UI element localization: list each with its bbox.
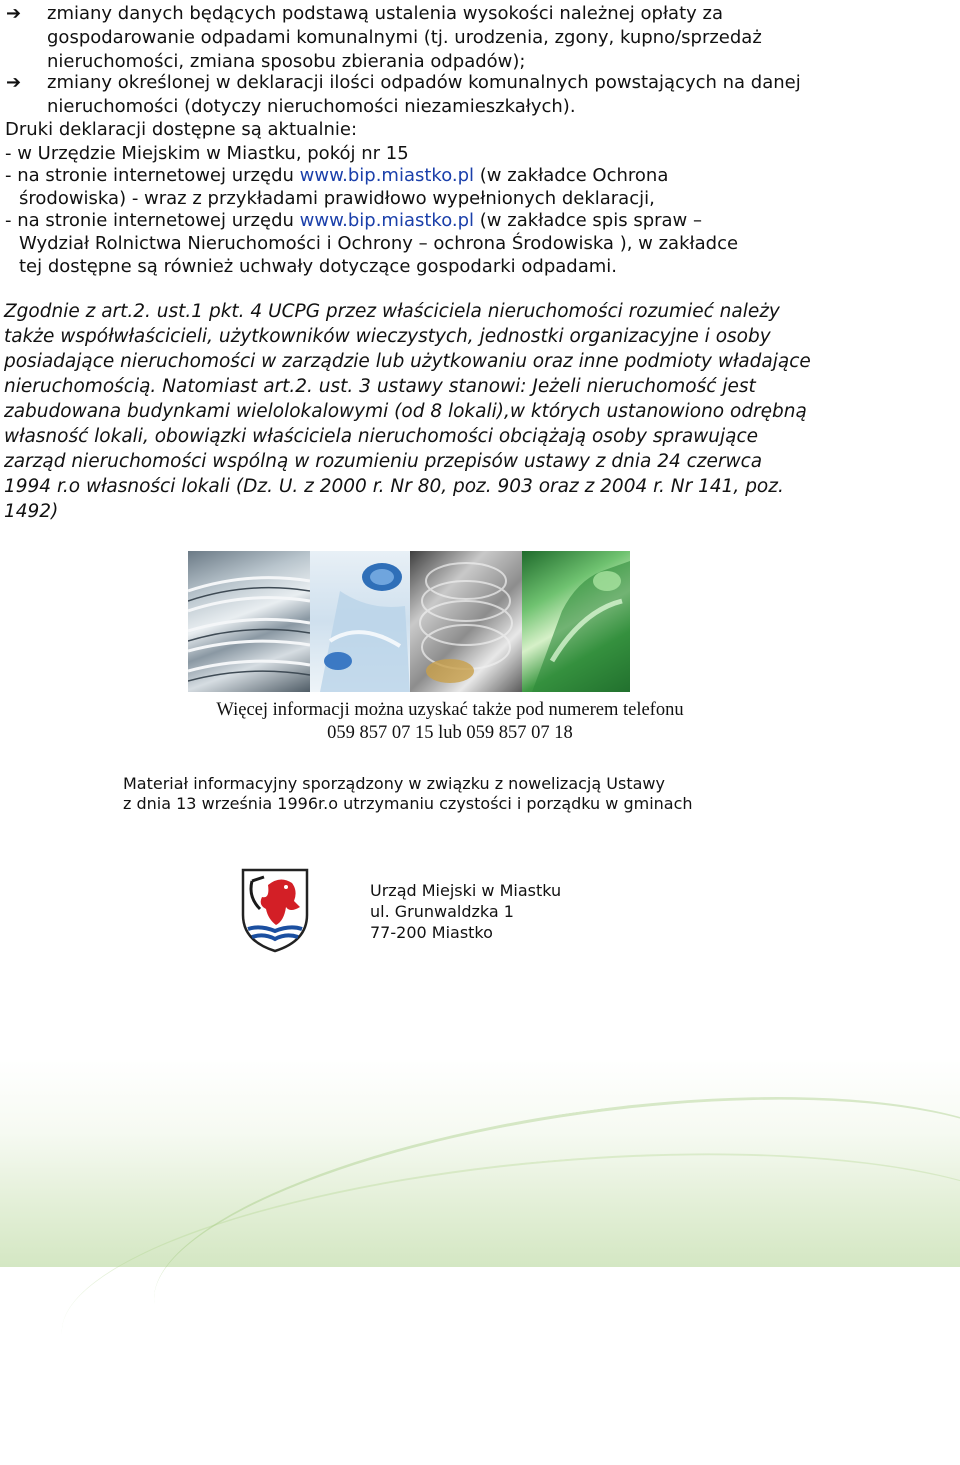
bottles-illustration xyxy=(310,551,410,692)
forms-web-1-line-2: środowiska) - wraz z przykładami prawidłowo wypełnionych deklaracji, xyxy=(19,188,655,209)
forms-office: - w Urzędzie Miejskim w Miastku, pokój nr 15 xyxy=(5,143,409,164)
legal-line: 1492) xyxy=(4,501,59,522)
bip-link[interactable]: www.bip.miastko.pl xyxy=(299,165,475,186)
forms-web-2-prefix: - na stronie internetowej urzędu xyxy=(5,210,300,231)
bullet-1-line-3: nieruchomości, zmiana sposobu zbierania odpadów); xyxy=(47,51,526,72)
coat-of-arms-illustration xyxy=(240,867,310,953)
office-name: Urząd Miejski w Miastku xyxy=(370,881,562,900)
info-line-1: Materiał informacyjny sporządzony w związku z nowelizacją Ustawy xyxy=(123,774,665,793)
legal-line: posiadające nieruchomości w zarządzie lub użytkowaniu oraz inne podmioty władające xyxy=(4,351,811,372)
forms-web-2-line-2: Wydział Rolnictwa Nieruchomości i Ochrony – ochrona Środowiska ), w zakładce xyxy=(19,233,739,254)
coat-of-arms-icon xyxy=(240,867,310,953)
office-street: ul. Grunwaldzka 1 xyxy=(370,902,514,921)
forms-title: Druki deklaracji dostępne są aktualnie: xyxy=(5,119,358,140)
glass-illustration xyxy=(522,551,630,692)
newspapers-illustration xyxy=(188,551,310,692)
legal-line: 1994 r.o własności lokali (Dz. U. z 2000 r. Nr 80, poz. 903 oraz z 2004 r. Nr 141, poz. xyxy=(4,476,784,497)
info-line-2: z dnia 13 września 1996r.o utrzymaniu czystości i porządku w gminach xyxy=(123,794,693,813)
forms-web-1-prefix: - na stronie internetowej urzędu xyxy=(5,165,300,186)
bullet-2-line-1: zmiany określonej w deklaracji ilości odpadów komunalnych powstających na danej xyxy=(47,72,801,93)
arrow-right-icon: ➔ xyxy=(6,72,22,93)
legal-line: zabudowana budynkami wielolokalowymi (od 8 lokali),w których ustanowiono odrębną xyxy=(4,401,807,422)
office-city: 77-200 Miastko xyxy=(370,923,493,942)
bullet-2-line-2: nieruchomości (dotyczy nieruchomości niezamieszkałych). xyxy=(47,96,576,117)
legal-line: nieruchomością. Natomiast art.2. ust. 3 ustawy stanowi: Jeżeli nieruchomość jest xyxy=(4,376,756,397)
forms-web-2 xyxy=(5,209,702,233)
bip-link[interactable]: www.bip.miastko.pl xyxy=(299,210,475,231)
contact-line-1: Więcej informacji można uzyskać także pod numerem telefonu xyxy=(216,700,684,720)
bullet-1-line-1: zmiany danych będących podstawą ustalenia wysokości należnej opłaty za xyxy=(47,3,724,24)
forms-web-1 xyxy=(5,164,668,188)
forms-web-1-suffix: (w zakładce Ochrona xyxy=(474,165,669,186)
forms-web-2-line-3: tej dostępne są również uchwały dotyczące gospodarki odpadami. xyxy=(19,256,617,277)
legal-line: Zgodnie z art.2. ust.1 pkt. 4 UCPG przez właściciela nieruchomości rozumieć należy xyxy=(4,301,780,322)
legal-line: także współwłaścicieli, użytkowników wieczystych, jednostki organizacyjne i osoby xyxy=(4,326,771,347)
newspapers-image xyxy=(188,551,310,692)
forms-web-2-suffix: (w zakładce spis spraw – xyxy=(474,210,702,231)
legal-line: zarząd nieruchomości wspólną w rozumieniu przepisów ustawy z dnia 24 czerwca xyxy=(4,451,763,472)
legal-line: własność lokali, obowiązki właściciela nieruchomości obciążają osoby sprawujące xyxy=(4,426,759,447)
phone-numbers: 059 857 07 15 lub 059 857 07 18 xyxy=(327,723,573,743)
plastic-bottles-image xyxy=(310,551,410,692)
bullet-1-line-2: gospodarowanie odpadami komunalnymi (tj. urodzenia, zgony, kupno/sprzedaż xyxy=(47,27,762,48)
arrow-right-icon: ➔ xyxy=(6,3,22,24)
metal-cans-image xyxy=(410,551,522,692)
green-glass-image xyxy=(522,551,630,692)
cans-illustration xyxy=(410,551,522,692)
